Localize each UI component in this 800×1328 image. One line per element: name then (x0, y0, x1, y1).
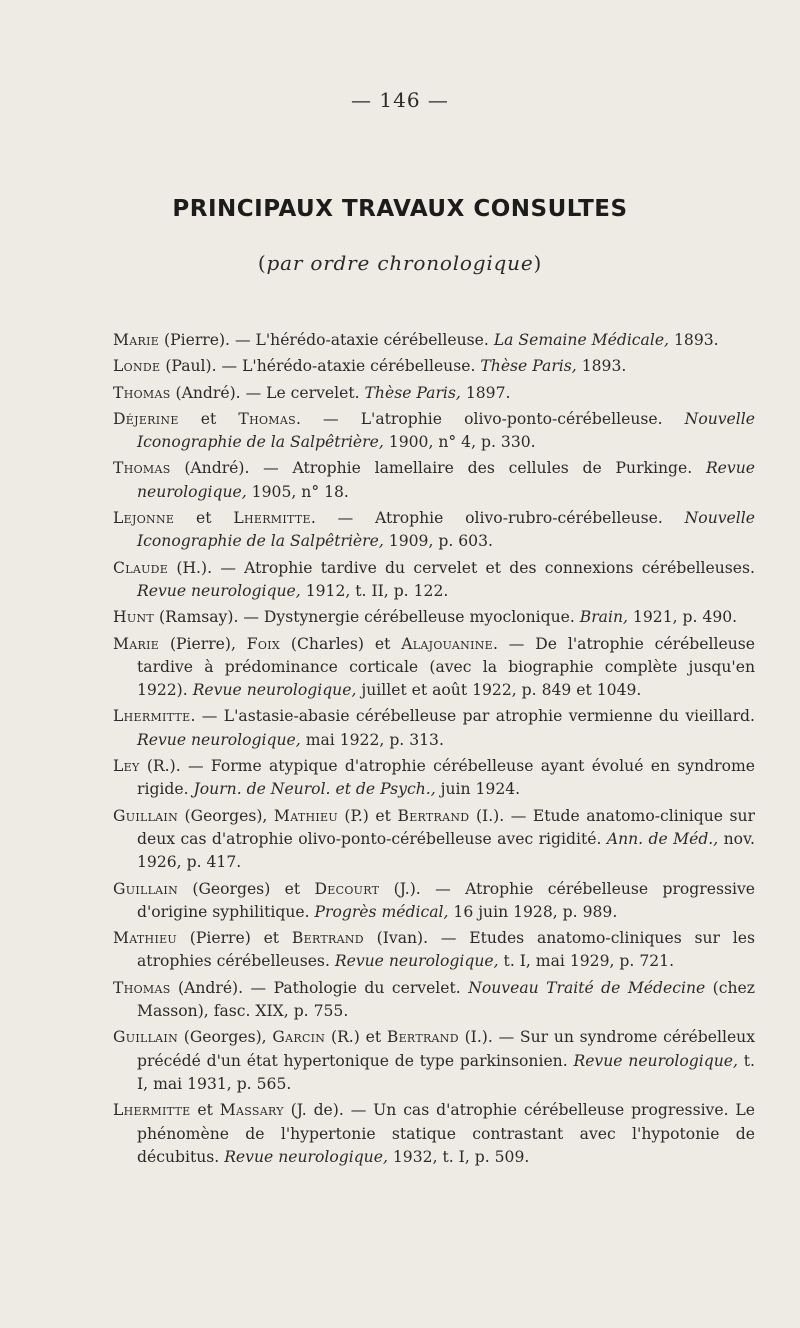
entry-author: Mathieu (113, 929, 177, 948)
entry-text: . — L'astasie-abasie cérébelleuse par atrophie vermienne du vieillard. (190, 707, 755, 726)
bibliography-entry (113, 329, 755, 352)
subtitle-open-paren: ( (257, 251, 267, 275)
entry-author: Hunt (113, 608, 155, 627)
bibliography-list (113, 329, 755, 1172)
bibliography-entry (113, 977, 755, 1024)
entry-publication: Thèse Paris, (364, 383, 461, 402)
entry-author: Lejonne (113, 509, 175, 528)
entry-text: 1905, n° 18. (246, 482, 349, 501)
entry-text: (H.). — Atrophie tardive du cervelet et des connexions cérébelleuses. (168, 558, 755, 577)
entry-text: (R.). — Forme atypique d'atrophie cérébelleuse ayant évolué en syndrome rigide. (137, 757, 755, 799)
entry-text: (P.) et (337, 806, 398, 825)
entry-text: t. I, mai 1929, p. 721. (498, 952, 675, 971)
entry-text: juin 1924. (435, 780, 521, 799)
entry-text: 1909, p. 603. (383, 532, 493, 551)
entry-publication: Nouveau Traité de Médecine (468, 978, 706, 997)
entry-publication: Thèse Paris, (480, 357, 577, 376)
entry-text: . — L'atrophie olivo-ponto-cérébelleuse. (295, 409, 685, 428)
entry-text: (J.). — Atrophie cérébelleuse progressive d'origine syphilitique. (137, 879, 755, 921)
entry-text: t. I, mai 1931, p. 565. (137, 1051, 755, 1093)
entry-text: . — Atrophie olivo-rubro-cérébelleuse. (310, 509, 685, 528)
bibliography-entry (113, 1026, 755, 1096)
entry-text: 16 juin 1928, p. 989. (448, 902, 618, 921)
bibliography-entry (113, 355, 755, 378)
entry-text: nov. 1926, p. 417. (137, 829, 755, 872)
entry-publication: Revue neurologique, (334, 952, 499, 971)
entry-text: (Paul). — L'hérédo-ataxie cérébelleuse. (160, 357, 481, 376)
entry-text: 1897. (460, 383, 511, 402)
entry-text: (J. de). — Un cas d'atrophie cérébelleuse progressive. Le phénomène de l'hypertonie statique contrastant avec l'hypotonie de décubitus. (137, 1101, 755, 1166)
bibliography-entry (113, 1099, 755, 1169)
entry-author: Marie (113, 634, 160, 653)
entry-publication: Revue neurologique, (137, 459, 755, 501)
entry-author: Marie (113, 331, 160, 349)
entry-author: Decourt (314, 879, 380, 898)
bibliography-entry (113, 755, 755, 802)
entry-text: et (178, 409, 239, 428)
entry-author: Massary (219, 1101, 284, 1120)
entry-author: Guillain (113, 806, 178, 825)
entry-text: (Pierre). — L'hérédo-ataxie cérébelleuse. (159, 331, 494, 349)
entry-author: Thomas (113, 978, 171, 997)
entry-text: (André). — Le cervelet. (170, 383, 365, 402)
entry-author: Déjerine (113, 409, 179, 428)
entry-publication: Brain, (579, 608, 628, 627)
entry-author: Guillain (113, 1028, 178, 1047)
entry-text: 1921, p. 490. (627, 608, 738, 627)
entry-text: (R.) et (325, 1028, 387, 1047)
bibliography-entry (113, 805, 755, 875)
entry-author: Lhermitte (113, 1101, 191, 1120)
bibliography-entry (113, 408, 755, 455)
page-number: — 146 — (351, 88, 449, 112)
entry-publication: Nouvelle Iconographie de la Salpêtrière, (137, 409, 755, 452)
bibliography-entry (113, 457, 755, 504)
entry-author: Guillain (113, 879, 178, 898)
entry-author: Foix (246, 634, 281, 653)
entry-text: . — De l'atrophie cérébelleuse tardive à prédominance corticale (avec la biographie complète jusqu'en 1922). (137, 634, 755, 700)
entry-author: Alajouanine (401, 634, 493, 653)
subtitle-text: par ordre chronologique (266, 251, 534, 275)
entry-text: (I.). — Etude anatomo-clinique sur deux cas d'atrophie olivo-ponto-cérébelleuse avec rigidité. (137, 806, 756, 848)
entry-author: Bertrand (386, 1028, 459, 1047)
entry-text: mai 1922, p. 313. (300, 730, 444, 749)
entry-text: (Georges), (178, 1028, 273, 1047)
bibliography-entry (113, 557, 755, 604)
entry-publication: Journ. de Neurol. et de Psych., (193, 780, 436, 799)
entry-text: et (174, 509, 234, 528)
bibliography-entry (113, 382, 755, 405)
entry-publication: Revue neurologique, (224, 1147, 388, 1166)
entry-text: 1900, n° 4, p. 330. (383, 433, 536, 452)
entry-author: Lhermitte (233, 509, 311, 528)
entry-text: (Charles) et (280, 634, 402, 653)
bibliography-entry (113, 927, 755, 974)
subtitle (0, 251, 800, 275)
bibliography-entry (113, 633, 755, 703)
entry-author: Thomas (113, 383, 171, 402)
entry-text: (I.). — Sur un syndrome cérébelleux précédé d'un état hypertonique de type parkinsonien. (137, 1028, 756, 1070)
entry-publication: Revue neurologique, (573, 1051, 738, 1070)
entry-publication: Progrès médical, (314, 902, 449, 921)
entry-text: 1932, t. I, p. 509. (387, 1147, 530, 1166)
entry-publication: Revue neurologique, (137, 730, 301, 749)
entry-text: (Pierre) et (176, 929, 292, 948)
entry-text: (André). — Atrophie lamellaire des cellules de Purkinge. (170, 459, 706, 478)
bibliography-entry (113, 878, 755, 925)
entry-author: Bertrand (397, 806, 470, 825)
entry-text: (André). — Pathologie du cervelet. (170, 978, 469, 997)
entry-text: 1893. (576, 357, 627, 376)
entry-publication: La Semaine Médicale, (493, 331, 670, 349)
bibliography-entry (113, 507, 755, 554)
entry-text: 1912, t. II, p. 122. (300, 581, 449, 600)
page-title: PRINCIPAUX TRAVAUX CONSULTES (172, 196, 628, 222)
entry-author: Garcin (272, 1028, 326, 1047)
entry-publication: Ann. de Méd., (606, 829, 719, 848)
subtitle-close-paren: ) (533, 251, 543, 275)
entry-author: Bertrand (291, 929, 364, 948)
entry-author: Londe (113, 357, 161, 376)
entry-text: 1893. (669, 331, 719, 349)
entry-author: Claude (113, 558, 169, 577)
entry-author: Ley (113, 757, 140, 776)
entry-text: (Georges) et (178, 879, 315, 898)
entry-text: juillet et août 1922, p. 849 et 1049. (356, 681, 642, 700)
entry-author: Lhermitte (113, 707, 191, 726)
entry-publication: Revue neurologique, (137, 581, 301, 600)
entry-text: et (190, 1101, 220, 1120)
entry-author: Thomas (113, 459, 171, 478)
entry-publication: Nouvelle Iconographie de la Salpêtrière, (137, 509, 755, 551)
entry-author: Mathieu (273, 806, 338, 825)
bibliography-entry (113, 606, 755, 629)
entry-text: (chez Masson), fasc. XIX, p. 755. (137, 978, 755, 1021)
bibliography-entry (113, 705, 755, 752)
entry-author: Thomas (238, 409, 296, 428)
entry-publication: Revue neurologique, (192, 681, 357, 700)
entry-text: (Ivan). — Etudes anatomo-cliniques sur les atrophies cérébelleuses. (137, 929, 755, 971)
entry-text: (Ramsay). — Dystynergie cérébelleuse myoclonique. (154, 608, 580, 627)
entry-text: (Georges), (178, 806, 274, 825)
entry-text: (Pierre), (159, 634, 247, 653)
